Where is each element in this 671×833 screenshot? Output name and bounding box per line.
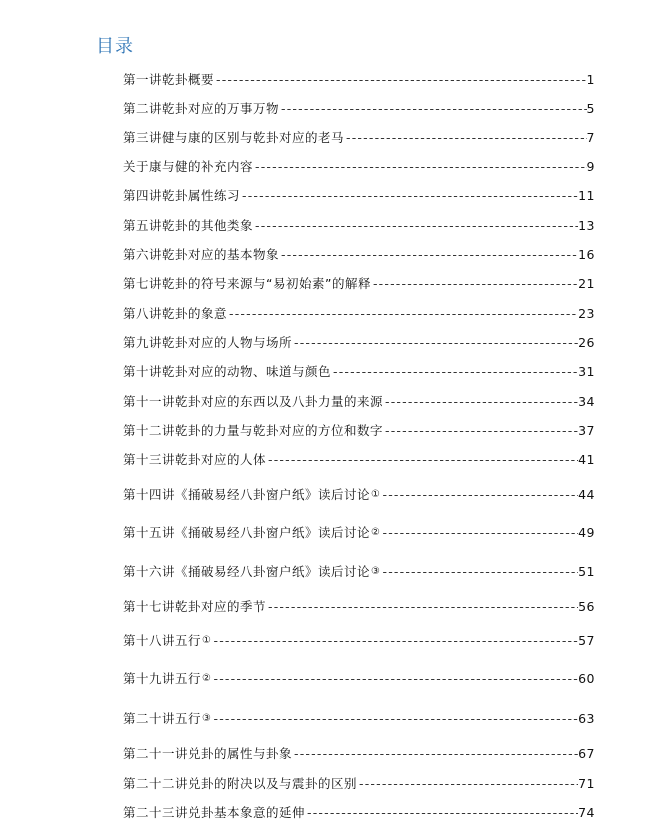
toc-leader-dashes bbox=[380, 524, 578, 542]
toc-entry-title: 第十一讲乾卦对应的东西以及八卦力量的来源 bbox=[123, 394, 384, 409]
toc-leader-dashes bbox=[211, 670, 578, 688]
toc-leader-dashes bbox=[371, 275, 578, 293]
toc-leader-dashes bbox=[253, 158, 587, 176]
toc-entry[interactable] bbox=[123, 710, 595, 728]
toc-entry-page-number: 44 bbox=[578, 487, 595, 502]
toc-entry-page-number: 31 bbox=[578, 364, 595, 379]
toc-entry-page-number: 23 bbox=[578, 306, 595, 321]
toc-leader-dashes bbox=[292, 334, 578, 352]
toc-entry[interactable] bbox=[123, 158, 595, 176]
toc-entry-title: 关于康与健的补充内容 bbox=[123, 159, 254, 174]
toc-entry-page-number: 1 bbox=[586, 72, 595, 87]
toc-entry-title: 第十五讲《捅破易经八卦窗户纸》读后讨论 bbox=[123, 525, 371, 540]
toc-entry-title: 第十讲乾卦对应的动物、味道与颜色 bbox=[123, 364, 332, 379]
toc-leader-dashes bbox=[331, 363, 578, 381]
toc-entry[interactable] bbox=[123, 217, 595, 235]
toc-leader-dashes bbox=[380, 563, 578, 581]
toc-leader-dashes bbox=[214, 71, 587, 89]
toc-entry-page-number: 34 bbox=[578, 394, 595, 409]
toc-leader-dashes bbox=[253, 217, 578, 235]
toc-entry[interactable] bbox=[123, 100, 595, 118]
toc-entry[interactable] bbox=[123, 775, 595, 793]
toc-entry[interactable] bbox=[123, 71, 595, 89]
toc-entry-title: 第十八讲五行 bbox=[123, 633, 202, 648]
toc-entry-title: 第八讲乾卦的象意 bbox=[123, 306, 228, 321]
toc-entry-circled-number: ① bbox=[202, 635, 212, 646]
toc-entry-page-number: 56 bbox=[578, 599, 595, 614]
toc-leader-dashes bbox=[383, 422, 578, 440]
toc-entry-title: 第三讲健与康的区别与乾卦对应的老马 bbox=[123, 130, 345, 145]
toc-entry-title: 第二十一讲兑卦的属性与卦象 bbox=[123, 746, 293, 761]
toc-entry-title: 第十三讲乾卦对应的人体 bbox=[123, 452, 267, 467]
toc-leader-dashes bbox=[266, 451, 578, 469]
toc-entry-page-number: 13 bbox=[578, 218, 595, 233]
toc-entry[interactable] bbox=[123, 670, 595, 688]
toc-entry-title: 第七讲乾卦的符号来源与“易初始素”的解释 bbox=[123, 276, 371, 291]
toc-entry-page-number: 37 bbox=[578, 423, 595, 438]
toc-entry-title: 第十六讲《捅破易经八卦窗户纸》读后讨论 bbox=[123, 564, 371, 579]
toc-entry-page-number: 16 bbox=[578, 247, 595, 262]
toc-leader-dashes bbox=[227, 305, 578, 323]
toc-entry[interactable] bbox=[123, 804, 595, 822]
toc-entry-page-number: 41 bbox=[578, 452, 595, 467]
toc-entry-title: 第十七讲乾卦对应的季节 bbox=[123, 599, 267, 614]
toc-leader-dashes bbox=[279, 100, 587, 118]
toc-entry-title: 第二十二讲兑卦的附决以及与震卦的区别 bbox=[123, 776, 358, 791]
toc-entry-circled-number: ② bbox=[371, 527, 381, 538]
toc-entry-title: 第十九讲五行 bbox=[123, 671, 202, 686]
toc-entry-page-number: 71 bbox=[578, 776, 595, 791]
toc-entry-page-number: 74 bbox=[578, 805, 595, 820]
toc-entry[interactable] bbox=[123, 129, 595, 147]
toc-entry[interactable] bbox=[123, 275, 595, 293]
toc-entry[interactable] bbox=[123, 363, 595, 381]
toc-leader-dashes bbox=[211, 710, 578, 728]
toc-entry-page-number: 21 bbox=[578, 276, 595, 291]
toc-entry-page-number: 67 bbox=[578, 746, 595, 761]
toc-entry-title: 第二讲乾卦对应的万事万物 bbox=[123, 101, 280, 116]
toc-entry[interactable] bbox=[123, 632, 595, 650]
toc-entry-title: 第十四讲《捅破易经八卦窗户纸》读后讨论 bbox=[123, 487, 371, 502]
toc-entry-circled-number: ③ bbox=[371, 566, 381, 577]
toc-leader-dashes bbox=[211, 632, 578, 650]
toc-entry[interactable] bbox=[123, 422, 595, 440]
toc-entry-title: 第九讲乾卦对应的人物与场所 bbox=[123, 335, 293, 350]
toc-entry-title: 第六讲乾卦对应的基本物象 bbox=[123, 247, 280, 262]
toc-entry-title: 第二十讲五行 bbox=[123, 711, 202, 726]
toc-leader-dashes bbox=[266, 598, 578, 616]
toc-entry-page-number: 63 bbox=[578, 711, 595, 726]
toc-entry[interactable] bbox=[123, 334, 595, 352]
toc-leader-dashes bbox=[240, 187, 578, 205]
toc-leader-dashes bbox=[305, 804, 578, 822]
toc-entry[interactable] bbox=[123, 524, 595, 542]
toc-entry[interactable] bbox=[123, 598, 595, 616]
toc-entry[interactable] bbox=[123, 486, 595, 504]
toc-entry-page-number: 49 bbox=[578, 525, 595, 540]
toc-entry-page-number: 5 bbox=[586, 101, 595, 116]
toc-entry[interactable] bbox=[123, 745, 595, 763]
toc-entry[interactable] bbox=[123, 305, 595, 323]
toc-entry[interactable] bbox=[123, 187, 595, 205]
toc-leader-dashes bbox=[344, 129, 587, 147]
toc-entry[interactable] bbox=[123, 563, 595, 581]
toc-leader-dashes bbox=[383, 393, 578, 411]
toc-leader-dashes bbox=[380, 486, 578, 504]
toc-entry-circled-number: ② bbox=[202, 673, 212, 684]
toc-entry-page-number: 51 bbox=[578, 564, 595, 579]
toc-title: 目录 bbox=[96, 36, 134, 57]
toc-entry[interactable] bbox=[123, 393, 595, 411]
toc-entry-circled-number: ③ bbox=[202, 713, 212, 724]
toc-entry-title: 第四讲乾卦属性练习 bbox=[123, 188, 241, 203]
toc-entry-page-number: 60 bbox=[578, 671, 595, 686]
toc-entry-page-number: 57 bbox=[578, 633, 595, 648]
toc-entry-title: 第十二讲乾卦的力量与乾卦对应的方位和数字 bbox=[123, 423, 384, 438]
toc-entry-page-number: 7 bbox=[586, 130, 595, 145]
toc-leader-dashes bbox=[279, 246, 578, 264]
toc-entry-page-number: 9 bbox=[586, 159, 595, 174]
toc-entry-title: 第一讲乾卦概要 bbox=[123, 72, 215, 87]
toc-leader-dashes bbox=[292, 745, 578, 763]
toc-leader-dashes bbox=[357, 775, 578, 793]
toc-entry-page-number: 26 bbox=[578, 335, 595, 350]
toc-entry[interactable] bbox=[123, 246, 595, 264]
toc-entry[interactable] bbox=[123, 451, 595, 469]
toc-entry-title: 第五讲乾卦的其他类象 bbox=[123, 218, 254, 233]
toc-entry-circled-number: ① bbox=[371, 489, 381, 500]
toc-entry-page-number: 11 bbox=[578, 188, 595, 203]
toc-entry-title: 第二十三讲兑卦基本象意的延伸 bbox=[123, 805, 306, 820]
